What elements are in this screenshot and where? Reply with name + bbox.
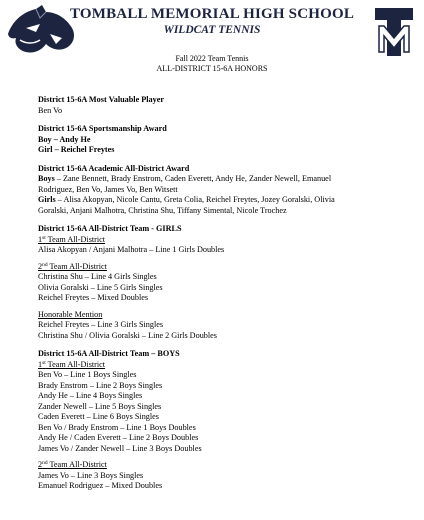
list-item: Reichel Freytes – Line 3 Girls Singles bbox=[38, 320, 164, 329]
sportsmanship-section bbox=[38, 124, 408, 156]
sportsmanship-girl: Girl – Reichel Freytes bbox=[38, 145, 115, 154]
girls-first-team-num: 1 bbox=[38, 234, 43, 244]
boys-second-team-num: 2 bbox=[38, 460, 43, 469]
boys-second-team-label bbox=[38, 460, 408, 471]
mvp-winner: Ben Vo bbox=[38, 105, 63, 115]
sportsmanship-boy: Boy – Andy He bbox=[38, 134, 91, 144]
girls-team-heading: District 15-6A All-District Team - GIRLS bbox=[38, 224, 182, 233]
boys-team-section bbox=[38, 349, 408, 492]
honors-content bbox=[38, 95, 408, 500]
academic-heading: District 15-6A Academic All-District Award bbox=[38, 163, 190, 173]
boys-first-team-num: 1 bbox=[38, 359, 43, 369]
season-title: Fall 2022 Team Tennis bbox=[175, 54, 249, 63]
girls-second-team-rest: Team All-District bbox=[47, 261, 107, 271]
list-item: Emanuel Rodriguez – Mixed Doubles bbox=[38, 481, 163, 490]
girls-first-team-rest: Team All-District bbox=[45, 234, 106, 244]
mvp-section bbox=[38, 95, 408, 116]
list-item: James Vo – Line 3 Boys Singles bbox=[38, 470, 144, 480]
boys-second-team-sup: nd bbox=[42, 460, 48, 466]
academic-boys-line-1 bbox=[38, 174, 408, 185]
girls-first-team-sup: st bbox=[42, 234, 46, 241]
girls-honorable-mention-label: Honorable Mention bbox=[38, 309, 103, 319]
list-item: Zander Newell – Line 5 Boys Singles bbox=[38, 401, 162, 411]
girls-first-team-label bbox=[38, 235, 408, 246]
list-item: Caden Everett – Line 6 Boys Singles bbox=[38, 412, 159, 421]
sportsmanship-heading: District 15-6A Sportsmanship Award bbox=[38, 124, 167, 133]
school-name: TOMBALL MEMORIAL HIGH SCHOOL bbox=[69, 6, 355, 22]
academic-boys-names-1: – Zane Bennett, Brady Enstrom, Caden Everett, Andy He, Zander Newell, Emanuel bbox=[54, 174, 332, 183]
list-item: Reichel Freytes – Mixed Doubles bbox=[38, 293, 149, 302]
honors-title: ALL-DISTRICT 15-6A HONORS bbox=[156, 64, 268, 73]
list-item: Alisa Akopyan / Anjani Malhotra – Line 1 Girls Doubles bbox=[38, 245, 225, 254]
academic-girls-line-1 bbox=[38, 195, 408, 206]
list-item: Ben Vo / Brady Enstrom – Line 1 Boys Doubles bbox=[38, 422, 196, 432]
list-item: Olivia Goralski – Line 5 Girls Singles bbox=[38, 282, 163, 292]
boys-second-team-rest: Team All-District bbox=[47, 460, 107, 469]
list-item: James Vo / Zander Newell – Line 3 Boys Doubles bbox=[38, 443, 202, 453]
list-item: Andy He / Caden Everett – Line 2 Boys Doubles bbox=[38, 433, 199, 442]
list-item: Christina Shu / Olivia Goralski – Line 2 Girls Doubles bbox=[38, 330, 217, 340]
academic-girls-line-2: Goralski, Anjani Malhotra, Christina Shu, Tiffany Simental, Nicole Trochez bbox=[38, 205, 287, 215]
academic-section bbox=[38, 164, 408, 217]
program-name: WILDCAT TENNIS bbox=[163, 24, 261, 36]
boys-first-team-label bbox=[38, 360, 408, 371]
boys-first-team-rest: Team All-District bbox=[45, 359, 106, 369]
girls-second-team-num: 2 bbox=[38, 261, 43, 271]
academic-girls-label: Girls bbox=[38, 195, 56, 204]
girls-team-section bbox=[38, 224, 408, 341]
list-item: Ben Vo – Line 1 Boys Singles bbox=[38, 370, 137, 379]
mvp-heading: District 15-6A Most Valuable Player bbox=[38, 95, 164, 104]
girls-second-team-sup: nd bbox=[42, 261, 48, 268]
academic-boys-line-2: Rodriguez, Ben Vo, James Vo, Ben Witsett bbox=[38, 184, 178, 194]
academic-girls-names-1: – Alisa Akopyan, Nicole Cantu, Greta Colia, Reichel Freytes, Jozey Goralski, Olivia bbox=[55, 195, 335, 204]
list-item: Brady Enstrom – Line 2 Boys Singles bbox=[38, 380, 163, 390]
academic-boys-label: Boys bbox=[38, 174, 55, 183]
boys-first-team-sup: st bbox=[42, 359, 46, 366]
girls-second-team-label bbox=[38, 262, 408, 273]
list-item: Christina Shu – Line 4 Girls Singles bbox=[38, 272, 157, 281]
list-item: Andy He – Line 4 Boys Singles bbox=[38, 391, 143, 400]
boys-team-heading: District 15-6A All-District Team – BOYS bbox=[38, 349, 180, 358]
